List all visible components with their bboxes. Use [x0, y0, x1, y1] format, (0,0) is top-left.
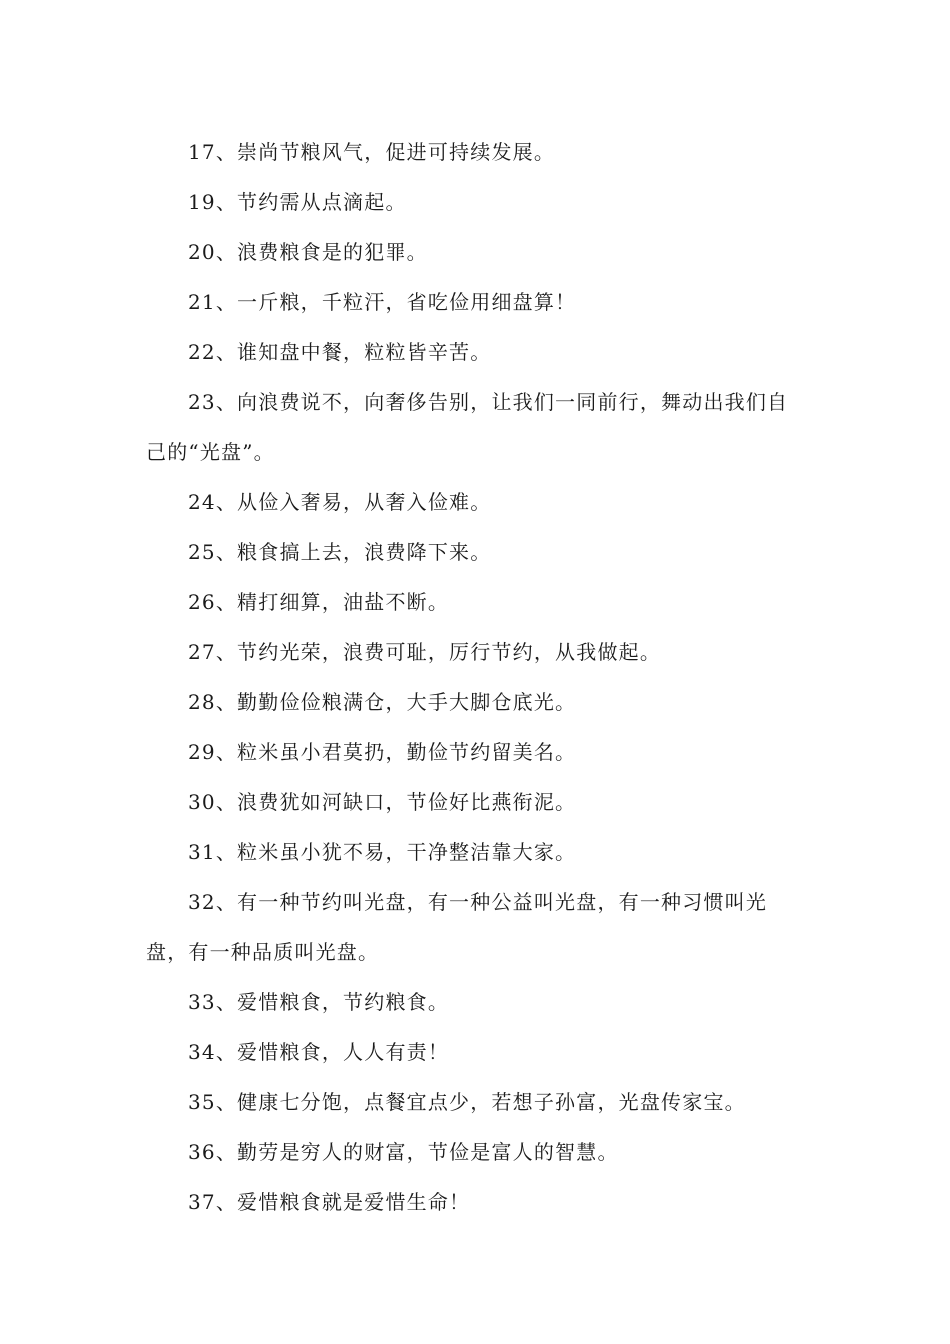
slogan-line-17: 17、崇尚节粮风气，促进可持续发展。 — [188, 140, 556, 164]
slogan-line-35: 35、健康七分饱，点餐宜点少，若想子孙富，光盘传家宝。 — [188, 1090, 746, 1114]
document-body — [146, 127, 806, 1227]
slogan-line-24: 24、从俭入奢易，从奢入俭难。 — [188, 490, 492, 514]
slogan-line-33: 33、爱惜粮食，节约粮食。 — [188, 990, 450, 1014]
slogan-line-29: 29、粒米虽小君莫扔，勤俭节约留美名。 — [188, 740, 577, 764]
slogan-line-23: 23、向浪费说不，向奢侈告别，让我们一同前行，舞动出我们自己的“光盘”。 — [146, 390, 789, 464]
slogan-line-27: 27、节约光荣，浪费可耻，厉行节约，从我做起。 — [188, 640, 662, 664]
slogan-line-36: 36、勤劳是穷人的财富，节俭是富人的智慧。 — [188, 1140, 619, 1164]
slogan-line-22: 22、谁知盘中餐，粒粒皆辛苦。 — [188, 340, 492, 364]
slogan-line-34: 34、爱惜粮食，人人有责！ — [188, 1040, 450, 1064]
slogan-line-37: 37、爱惜粮食就是爱惜生命！ — [188, 1190, 471, 1214]
slogan-line-21: 21、一斤粮，千粒汗，省吃俭用细盘算！ — [188, 290, 577, 314]
slogan-line-32: 32、有一种节约叫光盘，有一种公益叫光盘，有一种习惯叫光盘，有一种品质叫光盘。 — [146, 890, 768, 964]
slogan-line-19: 19、节约需从点滴起。 — [188, 190, 407, 214]
slogan-line-31: 31、粒米虽小犹不易，干净整洁靠大家。 — [188, 840, 577, 864]
slogan-line-30: 30、浪费犹如河缺口，节俭好比燕衔泥。 — [188, 790, 577, 814]
slogan-line-25: 25、粮食搞上去，浪费降下来。 — [188, 540, 492, 564]
slogan-line-28: 28、勤勤俭俭粮满仓，大手大脚仓底光。 — [188, 690, 577, 714]
slogan-line-26: 26、精打细算，油盐不断。 — [188, 590, 450, 614]
slogan-line-20: 20、浪费粮食是的犯罪。 — [188, 240, 428, 264]
